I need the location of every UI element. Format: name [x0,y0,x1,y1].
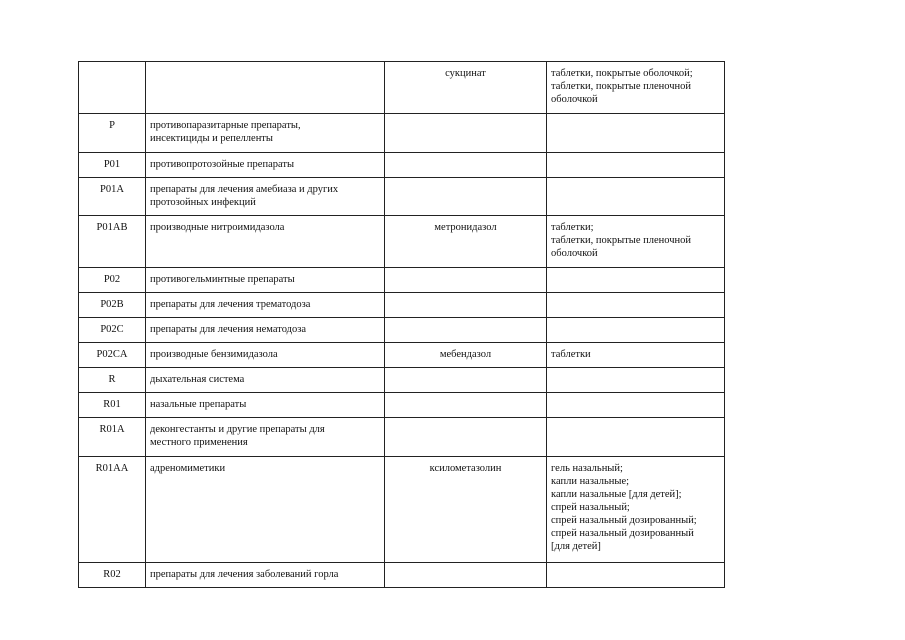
group-name-cell: дыхательная система [146,368,385,393]
group-name-cell: производные нитроимидазола [146,216,385,268]
table-row [79,318,725,343]
dosage-form-cell [547,153,725,178]
atc-code-cell: R02 [79,563,146,588]
table-row [79,268,725,293]
group-name-cell: противопротозойные препараты [146,153,385,178]
atc-code-cell: P01 [79,153,146,178]
atc-code-cell: P01A [79,178,146,216]
group-name-cell: препараты для лечения заболеваний горла [146,563,385,588]
drug-name-cell: мебендазол [385,343,547,368]
group-name-cell: производные бензимидазола [146,343,385,368]
dosage-form-cell: таблетки, покрытые оболочкой; таблетки, покрытые пленочной оболочкой [547,62,725,114]
dosage-form-cell: таблетки [547,343,725,368]
dosage-form-cell [547,563,725,588]
drug-name-cell [385,153,547,178]
drug-name-cell [385,393,547,418]
drug-classification-table [78,61,725,588]
dosage-form-cell [547,293,725,318]
table-body [79,62,725,588]
table-row [79,114,725,153]
drug-name-cell: метронидазол [385,216,547,268]
atc-code-cell: P02CA [79,343,146,368]
atc-code-cell: P01AB [79,216,146,268]
atc-code-cell: R01A [79,418,146,457]
group-name-cell [146,62,385,114]
group-name-cell: адреномиметики [146,457,385,563]
drug-name-cell [385,318,547,343]
group-name-cell: препараты для лечения нематодоза [146,318,385,343]
atc-code-cell: R [79,368,146,393]
table-row [79,343,725,368]
drug-name-cell [385,268,547,293]
drug-name-cell [385,368,547,393]
drug-name-cell [385,418,547,457]
dosage-form-cell [547,178,725,216]
table-row [79,563,725,588]
table-row [79,293,725,318]
dosage-form-cell: гель назальный; капли назальные; капли назальные [для детей]; спрей назальный; спрей назальный дозированный; спрей назальный дозированный [для детей] [547,457,725,563]
dosage-form-cell [547,318,725,343]
group-name-cell: противопаразитарные препараты, инсектициды и репелленты [146,114,385,153]
drug-name-cell: ксилометазолин [385,457,547,563]
table-row [79,216,725,268]
table-row [79,418,725,457]
atc-code-cell: P02B [79,293,146,318]
atc-code-cell: R01 [79,393,146,418]
drug-name-cell [385,178,547,216]
drug-name-cell [385,114,547,153]
dosage-form-cell [547,268,725,293]
atc-code-cell: P [79,114,146,153]
dosage-form-cell [547,418,725,457]
table-row [79,153,725,178]
group-name-cell: противогельминтные препараты [146,268,385,293]
atc-code-cell: P02C [79,318,146,343]
group-name-cell: деконгестанты и другие препараты для местного применения [146,418,385,457]
atc-code-cell [79,62,146,114]
atc-code-cell: P02 [79,268,146,293]
table-row [79,368,725,393]
table-row [79,62,725,114]
table-row [79,393,725,418]
dosage-form-cell [547,114,725,153]
drug-name-cell [385,563,547,588]
group-name-cell: препараты для лечения амебиаза и других протозойных инфекций [146,178,385,216]
group-name-cell: назальные препараты [146,393,385,418]
dosage-form-cell: таблетки; таблетки, покрытые пленочной оболочкой [547,216,725,268]
table-row [79,457,725,563]
dosage-form-cell [547,368,725,393]
table-row [79,178,725,216]
group-name-cell: препараты для лечения трематодоза [146,293,385,318]
dosage-form-cell [547,393,725,418]
drug-name-cell: сукцинат [385,62,547,114]
atc-code-cell: R01AA [79,457,146,563]
drug-name-cell [385,293,547,318]
